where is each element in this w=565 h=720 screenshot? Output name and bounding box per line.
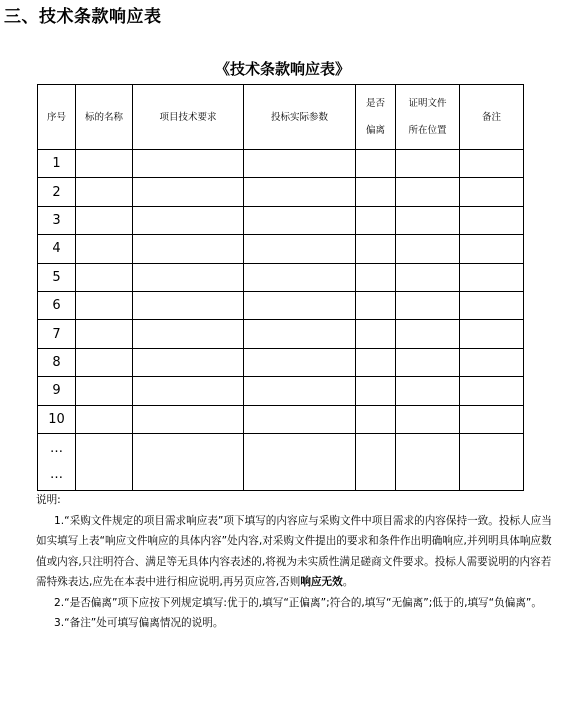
table-cell: [244, 150, 356, 178]
table-cell: [133, 433, 244, 490]
header-item-name: 标的名称: [76, 85, 133, 150]
header-proof-location: [396, 85, 460, 150]
note-1-end: 。: [342, 576, 354, 588]
section-heading: 三、技术条款响应表: [4, 7, 162, 27]
table-cell: [460, 348, 524, 376]
table-cell: [396, 320, 460, 348]
table-cell: [356, 178, 396, 206]
header-seq: 序号: [38, 85, 76, 150]
table-cell: [133, 235, 244, 263]
row-number: 4: [38, 235, 76, 263]
table-row: [38, 377, 524, 405]
table-cell: [396, 291, 460, 319]
table-cell: [133, 206, 244, 234]
table-cell: [244, 235, 356, 263]
table-row-ellipsis: [38, 433, 524, 490]
table-cell: [76, 433, 133, 490]
table-row: [38, 263, 524, 291]
table-cell: [460, 433, 524, 490]
row-number: 6: [38, 291, 76, 319]
table-body: [38, 150, 524, 491]
response-table: [37, 84, 524, 491]
table-cell: [76, 178, 133, 206]
table-cell: [396, 206, 460, 234]
table-cell: [460, 320, 524, 348]
table-cell: [460, 263, 524, 291]
table-header-row: [38, 85, 524, 150]
table-cell: [244, 291, 356, 319]
note-2: 2.“是否偏离”项下应按下列规定填写:优于的,填写“正偏离”;符合的,填写“无偏离”;低于的,填写“负偏离”。: [54, 596, 542, 609]
table-cell: [396, 377, 460, 405]
table-cell: [133, 263, 244, 291]
row-number: 5: [38, 263, 76, 291]
ellipsis-mark: …: [50, 466, 63, 482]
table-cell: [133, 291, 244, 319]
table-cell: [356, 320, 396, 348]
table-cell: [356, 235, 396, 263]
ellipsis-mark: …: [50, 440, 63, 456]
table-cell: [460, 150, 524, 178]
table-cell: [76, 377, 133, 405]
header-deviation-line1: 是否: [365, 98, 385, 109]
note-1: [36, 511, 554, 593]
table-cell: [133, 320, 244, 348]
table-cell: [356, 348, 396, 376]
header-deviation: [356, 85, 396, 150]
note-1-bold: 响应无效: [300, 576, 343, 588]
header-deviation-line2: 偏离: [365, 125, 385, 136]
header-proof-line2: 所在位置: [408, 125, 447, 136]
row-number: 2: [38, 178, 76, 206]
table-cell: [244, 377, 356, 405]
table-title: 《技术条款响应表》: [214, 60, 350, 78]
row-number: 10: [38, 405, 76, 433]
table-cell: [244, 433, 356, 490]
table-row: [38, 405, 524, 433]
table-row: [38, 320, 524, 348]
table-cell: [356, 405, 396, 433]
table-cell: [396, 348, 460, 376]
table-cell: [460, 291, 524, 319]
table-row: [38, 206, 524, 234]
table-row: [38, 235, 524, 263]
table-cell: [356, 150, 396, 178]
table-cell: [76, 235, 133, 263]
table-cell: [244, 263, 356, 291]
table-cell: [133, 348, 244, 376]
row-number: 9: [38, 377, 76, 405]
table-cell: [133, 377, 244, 405]
row-number: 7: [38, 320, 76, 348]
table-row: [38, 291, 524, 319]
note-1-text: 1.“采购文件规定的项目需求响应表”项下填写的内容应与采购文件中项目需求的内容保持一致。投标人应当如实填写上表“响应文件响应的具体内容”处内容,对采购文件提出的要求和条件作出明确响应,并列明具体响应数值或内容,只注明符合、满足等无具体内容表述的,将视为未实质性满足磋商文件要求。投标人需要说明的内容若需特殊表达,应先在本表中进行相应说明,再另页应答,否则: [36, 514, 552, 588]
table-cell: [460, 178, 524, 206]
table-row: [38, 348, 524, 376]
table-cell: [133, 405, 244, 433]
table-cell: [356, 433, 396, 490]
table-row: [38, 178, 524, 206]
table-cell: [460, 377, 524, 405]
table-cell: [460, 206, 524, 234]
table-cell: [356, 206, 396, 234]
table-cell: [244, 178, 356, 206]
row-number: 8: [38, 348, 76, 376]
table-cell: [356, 291, 396, 319]
table-cell: [76, 263, 133, 291]
table-cell: [396, 235, 460, 263]
table-cell: [396, 263, 460, 291]
header-bid-params: 投标实际参数: [244, 85, 356, 150]
header-remarks: 备注: [460, 85, 524, 150]
table-cell: [356, 263, 396, 291]
notes-section: [36, 490, 554, 634]
table-cell: [76, 405, 133, 433]
table-cell: [244, 348, 356, 376]
table-cell: [76, 320, 133, 348]
table-cell: [356, 377, 396, 405]
table-cell: [244, 206, 356, 234]
table-cell: [76, 150, 133, 178]
table-cell: [133, 178, 244, 206]
table-cell: [460, 235, 524, 263]
table-cell: [396, 150, 460, 178]
ellipsis-cell: [38, 433, 76, 490]
table-cell: [396, 405, 460, 433]
row-number: 1: [38, 150, 76, 178]
table-cell: [76, 206, 133, 234]
header-proof-line1: 证明文件: [408, 98, 447, 109]
row-number: 3: [38, 206, 76, 234]
table-cell: [244, 405, 356, 433]
table-cell: [76, 291, 133, 319]
table-cell: [396, 178, 460, 206]
note-3: 3.“备注”处可填写偏离情况的说明。: [54, 617, 224, 629]
table-cell: [396, 433, 460, 490]
table-cell: [76, 348, 133, 376]
table-cell: [244, 320, 356, 348]
table-cell: [460, 405, 524, 433]
table-row: [38, 150, 524, 178]
header-requirements: 项目技术要求: [133, 85, 244, 150]
notes-label: 说明:: [36, 494, 61, 506]
table-cell: [133, 150, 244, 178]
